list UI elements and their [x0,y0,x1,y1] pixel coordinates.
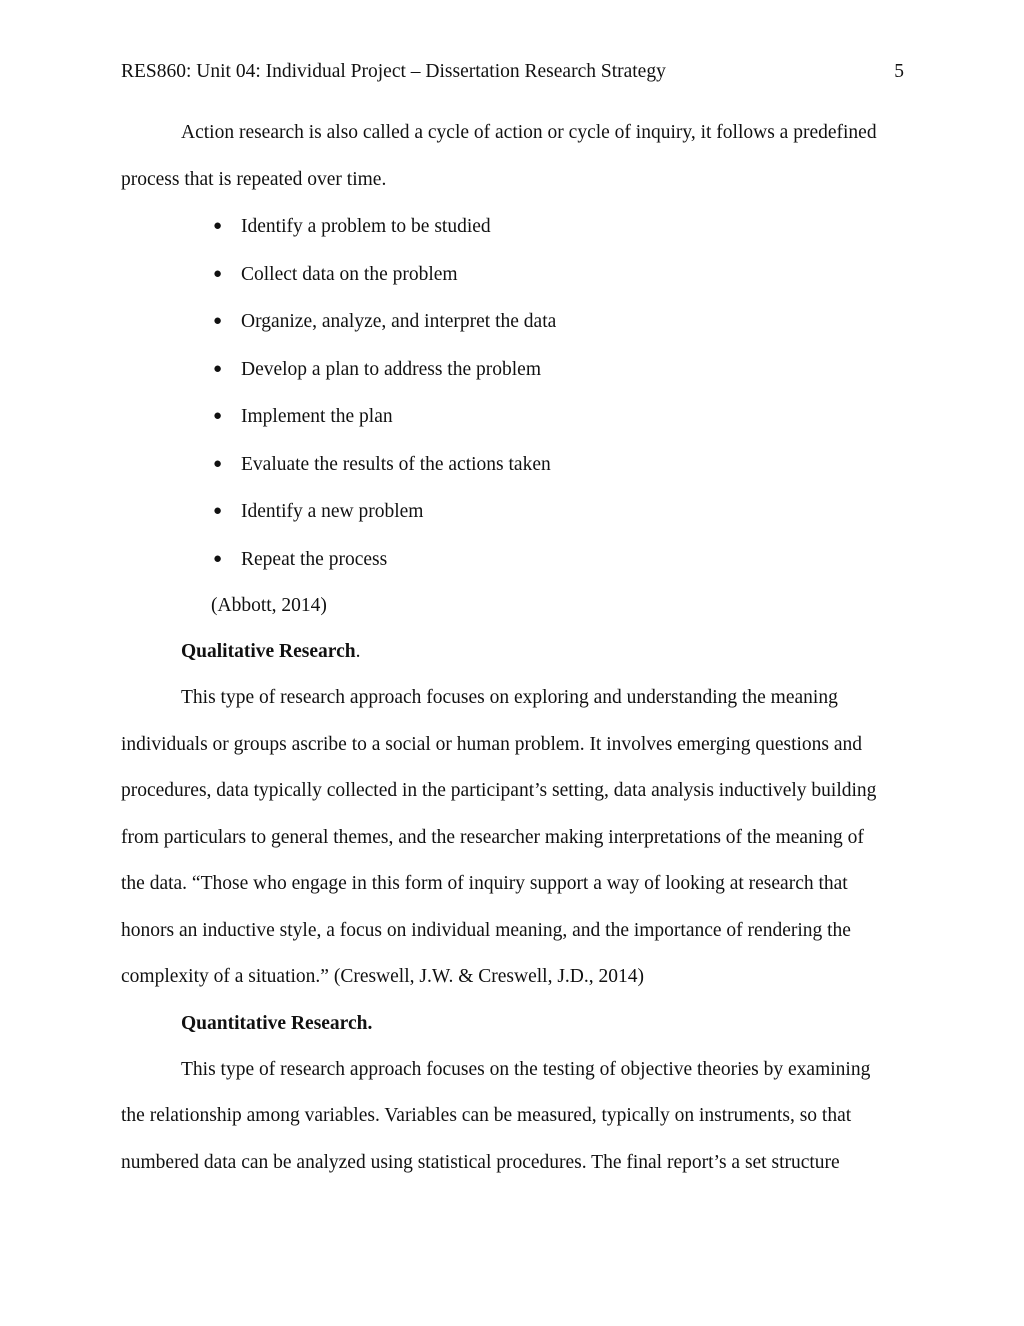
list-item-text: Evaluate the results of the actions taken [241,453,551,475]
running-header [121,58,904,86]
bullet-icon: ● [213,550,223,567]
heading-punctuation: . [355,641,361,662]
list-item [121,393,905,441]
list-item-text: Collect data on the problem [241,263,458,285]
section-heading-qualitative [121,629,905,675]
paragraph-line: individuals or groups ascribe to a social or human problem. It involves emerging questions and [121,733,863,755]
section-heading-quantitative [121,1001,905,1047]
list-item [121,298,905,346]
list-item [121,203,905,251]
list-item [121,441,905,489]
paragraph-line: the relationship among variables. Variables can be measured, typically on instruments, so that [121,1105,852,1126]
paragraph-line: the data. “Those who engage in this form of inquiry support a way of looking at research that [121,873,848,894]
paragraph-line: procedures, data typically collected in the participant’s setting, data analysis inductively building [121,780,877,801]
paragraph-line: complexity of a situation.” (Creswell, J.W. & Creswell, J.D., 2014) [121,966,644,987]
heading-text: Quantitative Research. [181,1012,373,1034]
bullet-icon: ● [213,455,223,472]
list-citation: (Abbott, 2014) [211,595,327,616]
paragraph-line: numbered data can be analyzed using statistical procedures. The final report’s a set structure [121,1151,840,1173]
paragraph-line: process that is repeated over time. [121,168,387,190]
qualitative-paragraph [121,675,905,1001]
paragraph-line: Action research is also called a cycle of action or cycle of inquiry, it follows a predefined [181,122,877,143]
list-item [121,488,905,536]
bullet-icon: ● [213,408,223,424]
paragraph-line: honors an inductive style, a focus on individual meaning, and the importance of rendering the [121,919,851,941]
paragraph-line: This type of research approach focuses on the testing of objective theories by examining [181,1058,871,1080]
list-item-text: Implement the plan [241,406,393,427]
quantitative-paragraph [121,1047,905,1187]
list-item [121,536,905,584]
action-research-steps-list [121,203,905,583]
heading-text: Qualitative Research [181,641,356,662]
list-item [121,251,905,299]
intro-paragraph [121,110,905,203]
document-body [121,110,905,1186]
page-number: 5 [894,61,904,82]
bullet-icon: ● [213,503,223,519]
list-item-text: Organize, analyze, and interpret the data [241,311,557,332]
paragraph-line: from particulars to general themes, and the researcher making interpretations of the meaning of [121,826,864,848]
bullet-icon: ● [213,360,223,377]
list-item-text: Develop a plan to address the problem [241,358,541,380]
list-item-text: Repeat the process [241,548,388,570]
header-title: RES860: Unit 04: Individual Project – Dissertation Research Strategy [121,61,666,82]
list-item [121,346,905,394]
bullet-icon: ● [213,218,223,234]
bullet-icon: ● [213,265,223,282]
list-item-text: Identify a problem to be studied [241,216,491,237]
list-item-text: Identify a new problem [241,501,424,522]
bullet-icon: ● [213,313,223,329]
paragraph-line: This type of research approach focuses on exploring and understanding the meaning [181,687,838,708]
